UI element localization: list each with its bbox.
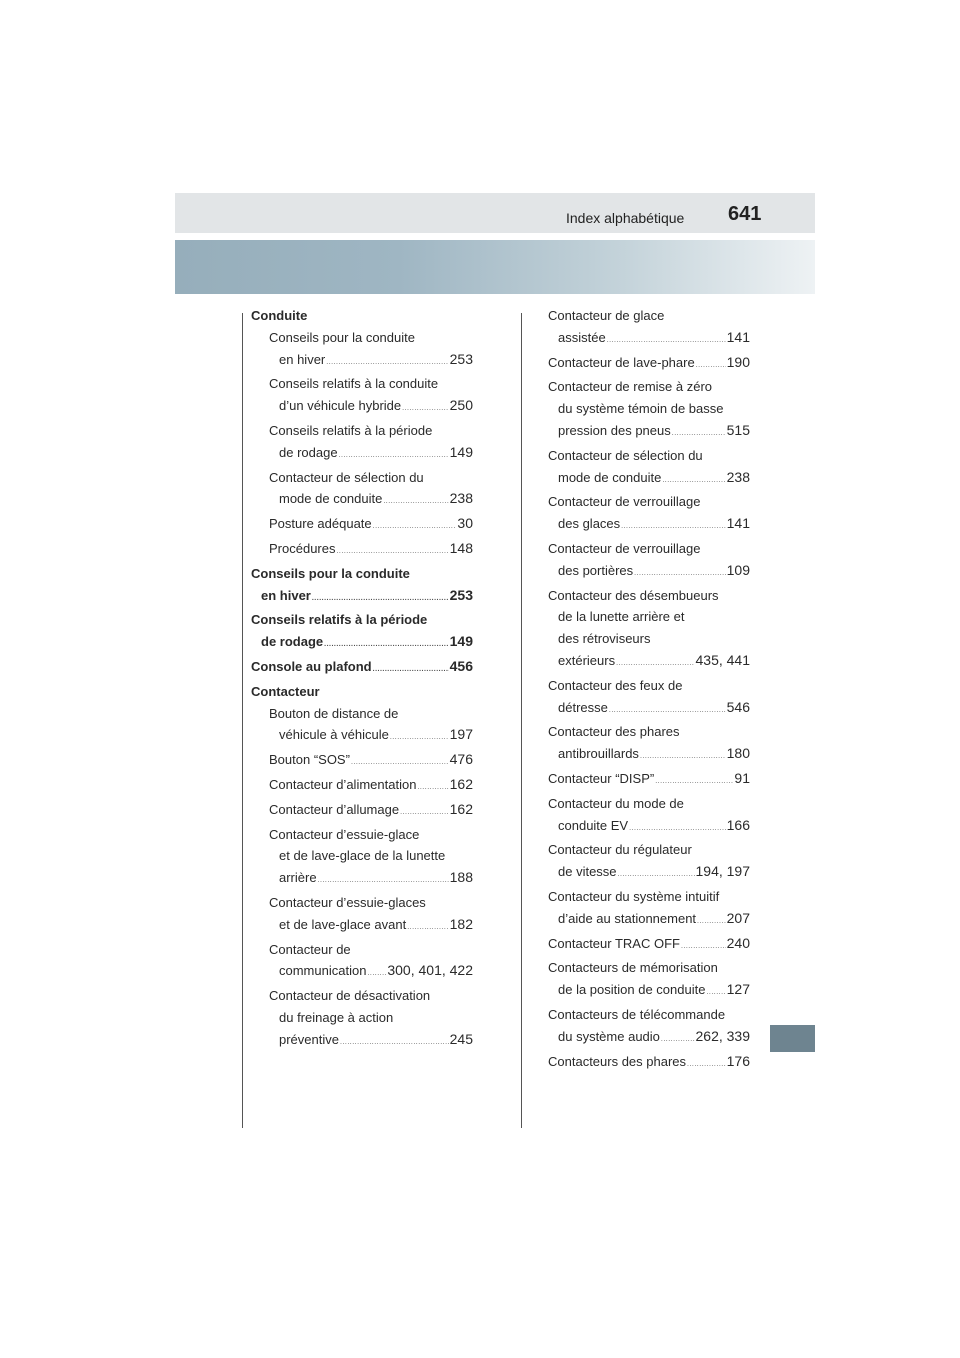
index-entry (251, 656, 473, 681)
page-header-bar (175, 193, 815, 233)
index-entry-text: Contacteur de verrouillage (548, 494, 701, 510)
index-entry-text: d’un véhicule hybride (279, 398, 402, 414)
index-entry (251, 609, 473, 631)
index-entry (548, 675, 750, 697)
index-entry-page: 162 (449, 800, 473, 817)
dot-leader (326, 352, 448, 374)
dot-leader (390, 727, 449, 749)
index-entry-page: 476 (449, 751, 473, 768)
index-entry-page: 245 (449, 1030, 473, 1047)
index-entry-text: Contacteur d’alimentation (269, 776, 417, 792)
index-entry-text: Bouton “SOS” (269, 752, 350, 768)
index-entry-text: du système audio (558, 1028, 660, 1044)
index-entry-text: Contacteur des phares (548, 724, 680, 740)
index-entry (251, 703, 473, 725)
index-entry (251, 681, 473, 703)
index-entry (548, 305, 750, 327)
dot-leader (336, 541, 448, 563)
index-entry-text: communication (279, 963, 367, 979)
index-entry-text: Contacteur “DISP” (548, 770, 655, 786)
index-entry-text: de rodage (279, 444, 338, 460)
index-entry-text: Contacteur de sélection du (269, 469, 424, 485)
index-entry-text: mode de conduite (279, 491, 383, 507)
index-entry (548, 957, 750, 979)
index-entry-text: d’aide au stationnement (558, 910, 697, 926)
index-entry (548, 886, 750, 908)
index-entry-page: 109 (726, 561, 750, 578)
index-entry (251, 749, 473, 774)
index-entry-text: préventive (279, 1031, 339, 1047)
index-entry-page: 250 (449, 397, 473, 414)
index-left-column (251, 305, 473, 1054)
dot-leader (417, 777, 448, 799)
index-entry-text: Contacteur TRAC OFF (548, 935, 680, 951)
index-entry-page: 141 (726, 515, 750, 532)
index-entry (251, 420, 473, 442)
dot-leader (706, 982, 725, 1004)
dot-leader (687, 1054, 726, 1076)
index-entry-text: Bouton de distance de (269, 705, 399, 721)
index-entry-page: 180 (726, 745, 750, 762)
index-entry-text: Contacteur de (269, 941, 351, 957)
dot-leader (634, 563, 725, 585)
dot-leader (373, 659, 449, 681)
index-entry-text: Posture adéquate (269, 516, 372, 532)
index-entry-text: des rétroviseurs (558, 631, 651, 647)
index-entry-text: Contacteurs de mémorisation (548, 960, 718, 976)
index-entry (251, 488, 473, 513)
index-entry-text: antibrouillards (558, 746, 639, 762)
index-entry-text: Contacteur de glace (548, 308, 665, 323)
index-entry (548, 793, 750, 815)
dot-leader (607, 330, 726, 352)
index-entry-page: 190 (726, 353, 750, 370)
index-entry-page: 148 (449, 539, 473, 556)
index-entry-text: des glaces (558, 516, 621, 532)
index-entry (251, 845, 473, 867)
dot-leader (312, 588, 449, 610)
index-entry (251, 960, 473, 985)
dot-leader (351, 752, 449, 774)
index-entry-text: du freinage à action (279, 1009, 394, 1025)
dot-leader (340, 1032, 449, 1054)
index-entry (548, 491, 750, 513)
index-entry-page: 194, 197 (695, 863, 750, 880)
index-entry (548, 513, 750, 538)
index-entry (251, 585, 473, 610)
index-entry (251, 442, 473, 467)
index-entry-page: 253 (449, 350, 473, 367)
index-entry (251, 349, 473, 374)
index-entry (548, 697, 750, 722)
index-entry-page: 182 (449, 915, 473, 932)
index-entry-text: Contacteurs des phares (548, 1053, 687, 1069)
index-entry-page: 188 (449, 869, 473, 886)
index-entry (548, 538, 750, 560)
index-entry-page: 238 (726, 468, 750, 485)
index-entry-page: 456 (449, 657, 473, 674)
index-entry (251, 538, 473, 563)
index-entry-page: 207 (726, 909, 750, 926)
index-entry (548, 768, 750, 793)
dot-leader (681, 936, 726, 958)
dot-leader (618, 864, 695, 886)
dot-leader (661, 1029, 695, 1051)
index-entry-text: en hiver (261, 587, 311, 603)
index-entry (548, 1026, 750, 1051)
index-entry-text: Procédures (269, 540, 336, 556)
index-entry-page: 176 (726, 1052, 750, 1069)
index-entry (548, 585, 750, 607)
index-right-column (548, 305, 750, 1075)
index-entry-text: conduite EV (558, 817, 629, 833)
index-entry (251, 1007, 473, 1029)
index-entry-text: extérieurs (558, 652, 616, 668)
header-gradient-band (175, 240, 815, 294)
index-entry (548, 352, 750, 377)
index-entry (251, 914, 473, 939)
dot-leader (318, 870, 449, 892)
index-entry (251, 724, 473, 749)
index-entry (548, 1004, 750, 1026)
index-entry (251, 892, 473, 914)
index-entry (251, 774, 473, 799)
index-entry-text: Conduite (251, 308, 308, 323)
index-entry-text: pression des pneus (558, 422, 671, 438)
index-entry (548, 560, 750, 585)
index-entry (251, 939, 473, 961)
index-entry-text: Contacteur des désembueurs (548, 587, 719, 603)
index-entry-text: Contacteur de désactivation (269, 988, 431, 1004)
left-column-rule (242, 313, 243, 1128)
dot-leader (629, 818, 726, 840)
index-entry-text: Conseils pour la conduite (251, 565, 410, 581)
index-entry-text: Conseils pour la conduite (269, 329, 415, 345)
section-thumb-tab (770, 1025, 815, 1052)
index-entry-text: Contacteur (251, 683, 320, 699)
page-header-title: Index alphabétique (566, 210, 685, 226)
index-entry (251, 327, 473, 349)
index-entry-text: Contacteur de lave-phare (548, 354, 695, 370)
page-number: 641 (728, 203, 762, 225)
index-entry-text: de rodage (261, 634, 324, 650)
index-entry-text: Contacteur des feux de (548, 677, 683, 693)
dot-leader (621, 516, 725, 538)
index-entry (548, 721, 750, 743)
index-entry (251, 1029, 473, 1054)
index-entry-text: Contacteur de verrouillage (548, 540, 701, 556)
index-entry-text: de la position de conduite (558, 982, 706, 998)
index-entry-text: Contacteurs de télécommande (548, 1006, 726, 1022)
index-entry-page: 166 (726, 816, 750, 833)
dot-leader (655, 771, 733, 793)
index-entry (548, 815, 750, 840)
index-entry (251, 985, 473, 1007)
index-entry-page: 127 (726, 981, 750, 998)
index-entry-page: 253 (449, 586, 473, 603)
right-column-rule (521, 313, 522, 1128)
index-entry (548, 839, 750, 861)
index-entry-text: Contacteur de remise à zéro (548, 379, 713, 395)
index-entry-page: 149 (449, 443, 473, 460)
dot-leader (696, 355, 726, 377)
index-entry-page: 162 (449, 775, 473, 792)
index-entry (548, 908, 750, 933)
index-entry-page: 240 (726, 934, 750, 951)
index-entry (548, 743, 750, 768)
index-entry-page: 30 (457, 515, 473, 532)
index-entry-page: 149 (449, 633, 473, 650)
dot-leader (640, 746, 726, 768)
index-entry-text: mode de conduite (558, 469, 662, 485)
index-entry-page: 238 (449, 490, 473, 507)
index-entry (548, 650, 750, 675)
index-entry-page: 141 (726, 328, 750, 345)
index-entry (548, 933, 750, 958)
index-entry (548, 628, 750, 650)
index-entry-text: de vitesse (558, 864, 617, 880)
dot-leader (339, 445, 449, 467)
dot-leader (383, 491, 448, 513)
index-entry (548, 327, 750, 352)
index-entry-text: en hiver (279, 351, 326, 367)
index-entry (251, 373, 473, 395)
index-entry (251, 563, 473, 585)
index-entry (251, 395, 473, 420)
index-entry (548, 1051, 750, 1076)
index-entry-text: Conseils relatifs à la période (251, 612, 428, 628)
dot-leader (367, 963, 386, 985)
index-entry-text: Conseils relatifs à la conduite (269, 376, 439, 392)
index-entry-text: Contacteur du système intuitif (548, 888, 720, 904)
index-entry-text: Contacteur d’essuie-glaces (269, 894, 426, 910)
dot-leader (400, 802, 449, 824)
index-entry (251, 631, 473, 656)
index-entry (548, 420, 750, 445)
index-entry-text: assistée (558, 329, 606, 345)
index-entry-page: 91 (734, 769, 750, 786)
index-entry-page: 262, 339 (695, 1027, 750, 1044)
index-entry (251, 867, 473, 892)
index-entry-page: 546 (726, 698, 750, 715)
index-entry-page: 435, 441 (695, 651, 750, 668)
index-entry-text: de la lunette arrière et (558, 609, 685, 625)
dot-leader (697, 911, 726, 933)
index-entry (548, 398, 750, 420)
index-entry (548, 467, 750, 492)
index-entry-page: 300, 401, 422 (387, 962, 473, 979)
index-entry-page: 197 (449, 726, 473, 743)
index-entry (548, 979, 750, 1004)
index-entry-text: du système témoin de basse (558, 401, 724, 417)
index-entry (251, 799, 473, 824)
dot-leader (402, 398, 449, 420)
index-entry-text: Contacteur de sélection du (548, 447, 703, 463)
index-entry-text: arrière (279, 870, 317, 886)
index-entry-text: Console au plafond (251, 658, 372, 674)
dot-leader (616, 653, 694, 675)
index-entry-text: Contacteur d’essuie-glace (269, 826, 420, 842)
dot-leader (324, 634, 449, 656)
dot-leader (662, 470, 725, 492)
index-entry-text: Conseils relatifs à la période (269, 422, 433, 438)
index-entry-text: Contacteur du régulateur (548, 842, 692, 858)
dot-leader (672, 423, 726, 445)
index-entry (548, 861, 750, 886)
index-entry (548, 376, 750, 398)
dot-leader (373, 516, 457, 538)
index-entry-text: Contacteur du mode de (548, 795, 684, 811)
index-entry (251, 305, 473, 327)
index-entry-text: détresse (558, 699, 608, 715)
index-entry-page: 515 (726, 421, 750, 438)
index-entry-text: et de lave-glace avant (279, 916, 407, 932)
index-entry (548, 606, 750, 628)
index-entry (251, 824, 473, 846)
index-entry-text: véhicule à véhicule (279, 727, 389, 743)
dot-leader (407, 917, 448, 939)
index-entry (251, 467, 473, 489)
index-entry (548, 445, 750, 467)
index-entry-text: et de lave-glace de la lunette (279, 848, 446, 864)
index-entry-text: des portières (558, 562, 634, 578)
index-entry-text: Contacteur d’allumage (269, 801, 400, 817)
index-entry (251, 513, 473, 538)
dot-leader (609, 700, 726, 722)
